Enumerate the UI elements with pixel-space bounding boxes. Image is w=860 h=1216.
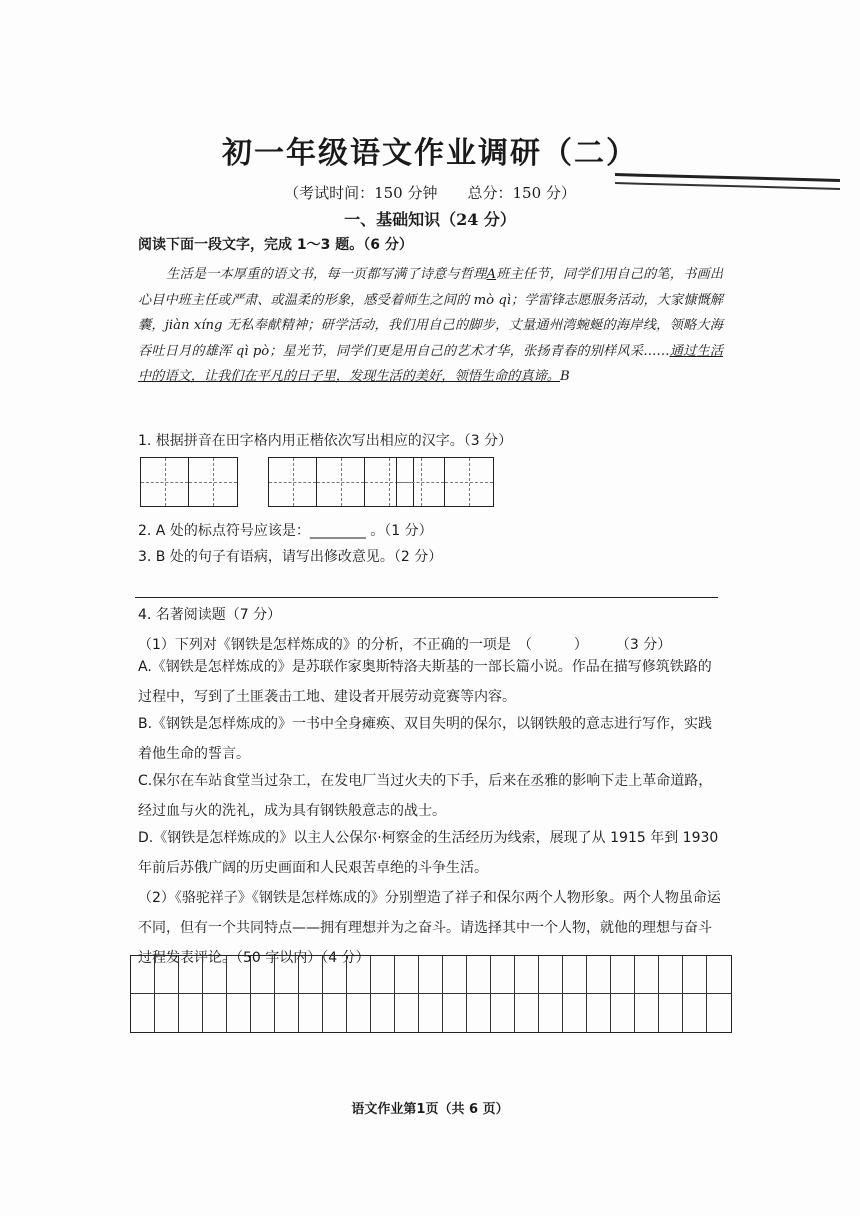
tianzige-cell[interactable] [317, 458, 365, 506]
reading-instruction: 阅读下面一段文字，完成 1～3 题。（6 分） [138, 237, 413, 253]
passage-text: 生活是一本厚重的语文书，每一页都写满了诗意与哲理 [166, 267, 487, 282]
writing-grid-cell[interactable] [635, 956, 659, 994]
question-1: 1. 根据拼音在田字格内用正楷依次写出相应的汉字。（3 分） [138, 433, 513, 449]
writing-grid-cell[interactable] [467, 956, 491, 994]
decorative-rule [615, 173, 840, 182]
question-4-1: （1）下列对《钢铁是怎样炼成的》的分析，不正确的一项是 （ ） （3 分） [138, 637, 672, 653]
writing-grid-cell[interactable] [203, 994, 227, 1032]
writing-grid-cell[interactable] [419, 994, 443, 1032]
writing-grid-cell[interactable] [251, 956, 275, 994]
writing-grid-cell[interactable] [659, 956, 683, 994]
section-heading: 一、基础知识（24 分） [344, 210, 516, 229]
writing-grid-cell[interactable] [683, 956, 707, 994]
question-4: 4. 名著阅读题（7 分） [138, 607, 282, 623]
writing-grid-cell[interactable] [251, 994, 275, 1032]
tianzige-cell[interactable] [397, 458, 445, 506]
mark-b: B [560, 369, 570, 384]
writing-grid-cell[interactable] [659, 994, 683, 1032]
writing-grid-cell[interactable] [395, 956, 419, 994]
writing-grid-cell[interactable] [611, 956, 635, 994]
writing-grid-cell[interactable] [347, 994, 371, 1032]
writing-grid-cell[interactable] [395, 994, 419, 1032]
passage-text: 班主任节，同学们用自己的笔，书画出心目中班主任或严肃、或温柔的形象，感受着师生之间的 mò qì；学雷锋志愿服务活动，大家慷慨解囊，jiàn xíng 无私奉献精神；研学活动，我们用自己的脚步，丈量通州湾蜿蜒的海岸线，领略大海吞吐日月的雄浑 qì pò；星光节，同学们更是用自己的艺术才华，张扬青春的别样风采…… [138, 267, 724, 359]
writing-grid-cell[interactable] [131, 994, 155, 1032]
writing-grid-cell[interactable] [179, 994, 203, 1032]
writing-grid[interactable] [130, 955, 732, 1033]
tianzige-cell[interactable] [445, 458, 493, 506]
writing-grid-cell[interactable] [131, 956, 155, 994]
page-title: 初一年级语文作业调研（二） [222, 136, 638, 171]
writing-grid-cell[interactable] [443, 994, 467, 1032]
writing-grid-cell[interactable] [227, 994, 251, 1032]
writing-grid-cell[interactable] [155, 956, 179, 994]
mark-a: A [486, 267, 497, 282]
writing-grid-cell[interactable] [515, 956, 539, 994]
tianzige-box-3[interactable] [396, 457, 494, 507]
tianzige-box-2[interactable] [268, 457, 414, 507]
option-c: C.保尔在车站食堂当过杂工，在发电厂当过火夫的下手，后来在丞雅的影响下走上革命道路，经过血与火的洗礼，成为具有钢铁般意志的战士。 [138, 773, 713, 819]
writing-grid-cell[interactable] [491, 956, 515, 994]
writing-grid-cell[interactable] [227, 956, 251, 994]
writing-grid-cell[interactable] [323, 994, 347, 1032]
tianzige-box-1[interactable] [140, 457, 238, 507]
answer-line[interactable] [135, 597, 718, 598]
writing-grid-cell[interactable] [611, 994, 635, 1032]
writing-grid-cell[interactable] [323, 956, 347, 994]
writing-grid-cell[interactable] [179, 956, 203, 994]
writing-grid-cell[interactable] [443, 956, 467, 994]
writing-grid-cell[interactable] [539, 994, 563, 1032]
option-a: A.《钢铁是怎样炼成的》是苏联作家奥斯特洛夫斯基的一部长篇小说。作品在描写修筑铁路的过程中，写到了土匪袭击工地、建设者开展劳动竞赛等内容。 [138, 659, 712, 705]
writing-grid-cell[interactable] [491, 994, 515, 1032]
exam-info: （考试时间：150 分钟 总分：150 分） [284, 184, 576, 202]
writing-grid-cell[interactable] [275, 994, 299, 1032]
tianzige-cell[interactable] [141, 458, 189, 506]
writing-grid-cell[interactable] [683, 994, 707, 1032]
underlined-sentence: 通过生活中的语文，让我们在平凡的日子里，发现生活的美好，领悟生命的真谛。 [138, 343, 724, 384]
reading-passage [138, 262, 723, 390]
writing-grid-cell[interactable] [515, 994, 539, 1032]
writing-grid-cell[interactable] [275, 956, 299, 994]
question-2: 2. A 处的标点符号应该是：________ 。（1 分） [138, 523, 433, 539]
writing-grid-cell[interactable] [635, 994, 659, 1032]
writing-grid-cell[interactable] [371, 956, 395, 994]
option-b: B.《钢铁是怎样炼成的》一书中全身瘫痪、双目失明的保尔，以钢铁般的意志进行写作，实践着他生命的誓言。 [138, 716, 713, 762]
question-3: 3. B 处的句子有语病，请写出修改意见。（2 分） [138, 549, 443, 565]
writing-grid-cell[interactable] [371, 994, 395, 1032]
writing-grid-cell[interactable] [563, 994, 587, 1032]
writing-grid-cell[interactable] [707, 994, 731, 1032]
writing-grid-cell[interactable] [707, 956, 731, 994]
writing-grid-cell[interactable] [155, 994, 179, 1032]
writing-grid-cell[interactable] [563, 956, 587, 994]
writing-grid-cell[interactable] [419, 956, 443, 994]
writing-grid-cell[interactable] [347, 956, 371, 994]
tianzige-cell[interactable] [189, 458, 237, 506]
writing-grid-cell[interactable] [539, 956, 563, 994]
writing-grid-cell[interactable] [587, 956, 611, 994]
option-d: D.《钢铁是怎样炼成的》以主人公保尔·柯察金的生活经历为线索，展现了从 1915 年到 1930 年前后苏俄广阔的历史画面和人民艰苦卓绝的斗争生活。 [138, 830, 719, 876]
writing-grid-cell[interactable] [587, 994, 611, 1032]
question-4-2: （2）《骆驼祥子》《钢铁是怎样炼成的》分别塑造了祥子和保尔两个人物形象。两个人物虽命运不同，但有一个共同特点——拥有理想并为之奋斗。请选择其中一个人物，就他的理想与奋斗过程发表评论。（50 字以内）（4 分） [138, 890, 721, 966]
tianzige-cell[interactable] [269, 458, 317, 506]
writing-grid-cell[interactable] [299, 956, 323, 994]
writing-grid-cell[interactable] [203, 956, 227, 994]
writing-grid-cell[interactable] [467, 994, 491, 1032]
page-footer: 语文作业第1页（共 6 页） [351, 1102, 509, 1117]
writing-grid-cell[interactable] [299, 994, 323, 1032]
